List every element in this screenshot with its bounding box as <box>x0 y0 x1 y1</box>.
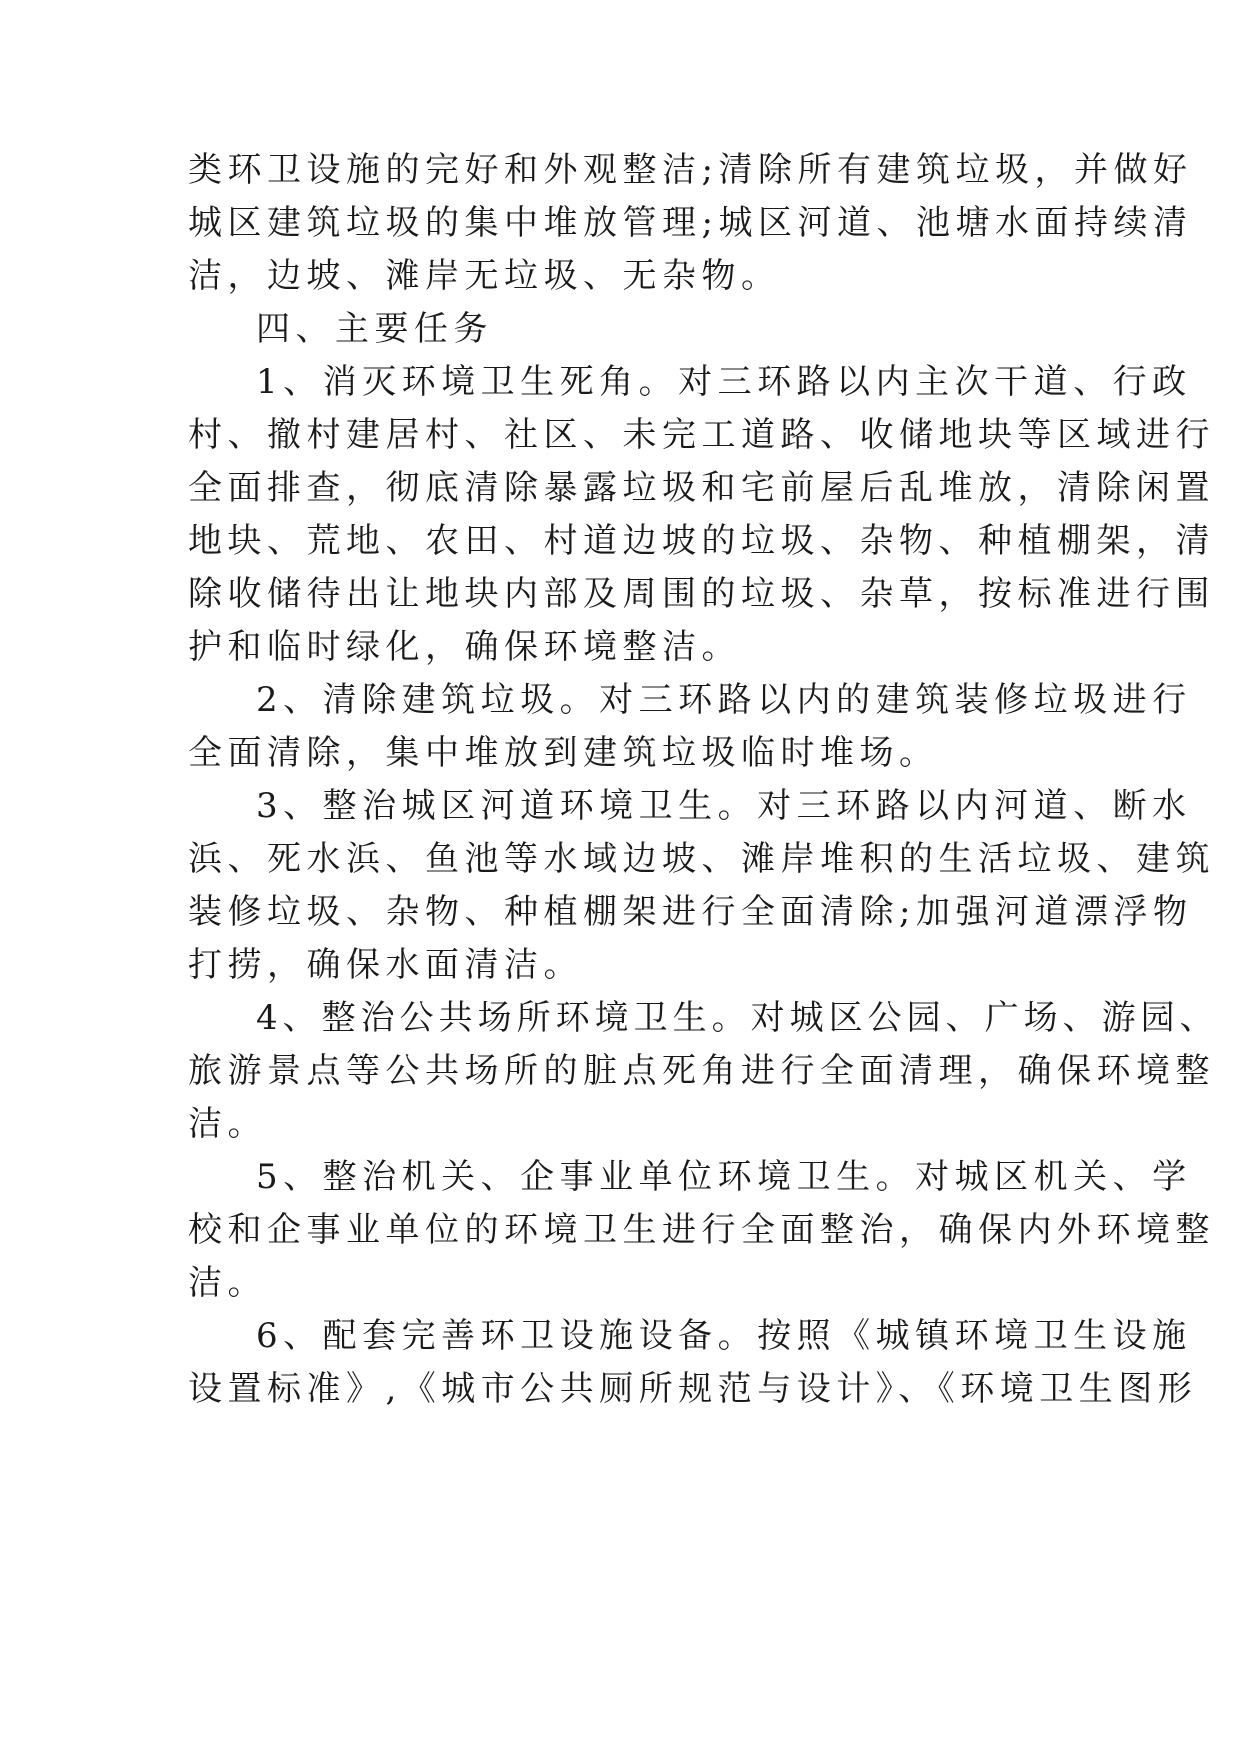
text-line: 城区建筑垃圾的集中堆放管理;城区河道、池塘水面持续清 <box>188 203 1193 243</box>
text-line: 旅游景点等公共场所的脏点死角进行全面清理，确保环境整 <box>188 1051 1215 1091</box>
text-line: 除收储待出让地块内部及周围的垃圾、杂草，按标准进行围 <box>188 574 1215 614</box>
section-heading: 四、主要任务 <box>256 309 493 349</box>
text-line: 1、消灭环境卫生死角。对三环路以内主次干道、行政 <box>256 362 1192 402</box>
text-line: 校和企事业单位的环境卫生进行全面整治，确保内外环境整 <box>188 1210 1215 1250</box>
text-line: 5、整治机关、企事业单位环境卫生。对城区机关、学 <box>256 1157 1192 1197</box>
text-line: 洁。 <box>188 1263 267 1303</box>
text-line: 4、整治公共场所环境卫生。对城区公园、广场、游园、 <box>256 998 1219 1038</box>
text-line: 浜、死水浜、鱼池等水域边坡、滩岸堆积的生活垃圾、建筑 <box>188 839 1215 879</box>
text-line: 村、撤村建居村、社区、未完工道路、收储地块等区域进行 <box>188 415 1215 455</box>
text-line: 地块、荒地、农田、村道边坡的垃圾、杂物、种植棚架，清 <box>188 521 1215 561</box>
text-line: 洁。 <box>188 1104 267 1144</box>
text-line: 护和临时绿化，确保环境整洁。 <box>188 627 741 667</box>
text-line: 类环卫设施的完好和外观整洁;清除所有建筑垃圾，并做好 <box>188 150 1193 190</box>
text-line: 2、清除建筑垃圾。对三环路以内的建筑装修垃圾进行 <box>256 680 1192 720</box>
text-line: 洁，边坡、滩岸无垃圾、无杂物。 <box>188 256 781 296</box>
text-line: 6、配套完善环卫设施设备。按照《城镇环境卫生设施 <box>256 1316 1192 1356</box>
text-line: 3、整治城区河道环境卫生。对三环路以内河道、断水 <box>256 786 1192 826</box>
text-line: 全面清除，集中堆放到建筑垃圾临时堆场。 <box>188 733 939 773</box>
text-line: 装修垃圾、杂物、种植棚架进行全面清除;加强河道漂浮物 <box>188 892 1193 932</box>
text-line: 全面排查，彻底清除暴露垃圾和宅前屋后乱堆放，清除闲置 <box>188 468 1215 508</box>
text-line: 设置标准》,《城市公共厕所规范与设计》、《环境卫生图形 <box>188 1369 1198 1409</box>
text-line: 打捞，确保水面清洁。 <box>188 945 583 985</box>
